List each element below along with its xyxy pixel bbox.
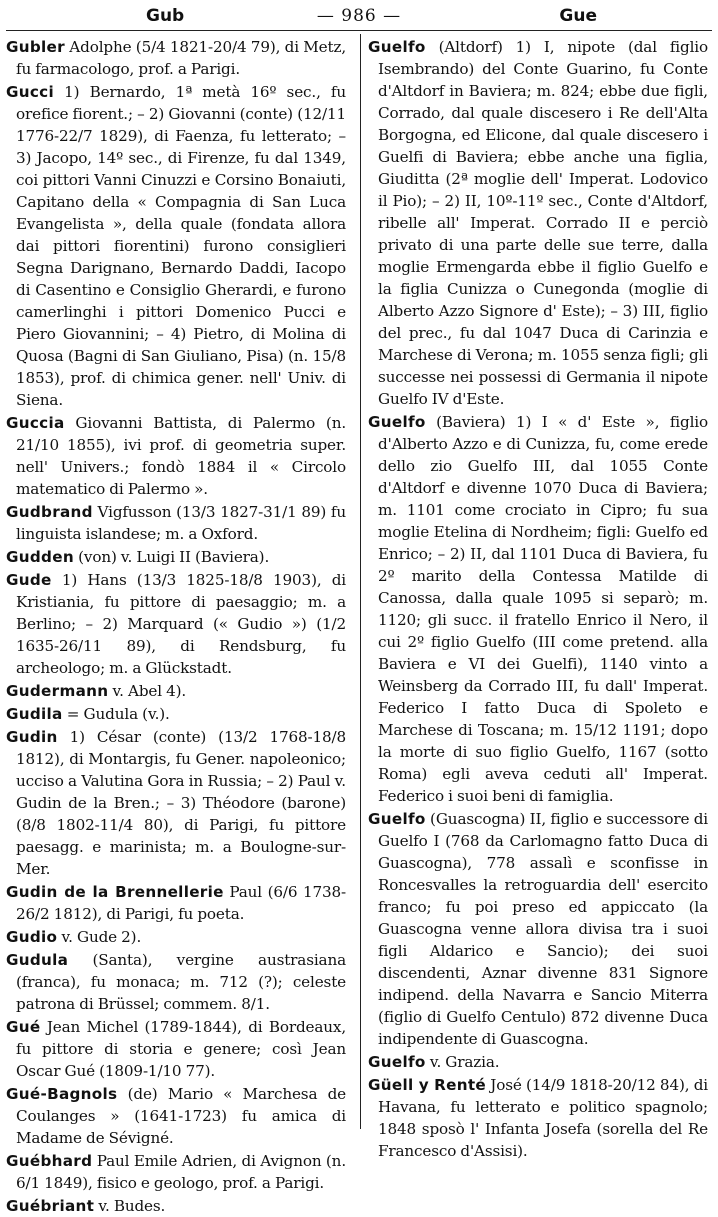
dictionary-entry [6,412,346,500]
entry-headword: Guelfo [368,810,426,828]
entry-text: v. Budes. [94,1197,166,1215]
entry-headword: Gué-Bagnols [6,1085,118,1103]
entry-headword: Guelfo [368,413,426,431]
dictionary-entry [6,926,346,948]
dictionary-entry [6,949,346,1015]
dictionary-entry [6,726,346,880]
entry-text: (Guascogna) II, figlio e successore di Guelfo I (768 da Carlomagno fatto Duca di Guascogna), 778 assalì e sconfisse in Roncesvalles la retroguardia dell' esercito franco; fu poi preso ed appiccato (la Guascogna venne allora divisa tra i suoi figli Aldarico e Sancio); dei suoi discendenti, Aznar divenne 831 Signore indipend. della Navarra e Sancio Miterra (figlio di Guelfo Centulo) 872 divenne Duca indipendente di Guascogna. [378,810,708,1048]
dictionary-entry [368,1051,708,1073]
entry-headword: Gudio [6,928,58,946]
entry-headword: Guelfo [368,38,426,56]
entry-headword: Gudula [6,951,69,969]
entry-text: 1) César (conte) (13/2 1768-18/8 1812), di Montargis, fu Gener. napoleonico; ucciso a Valutina Gora in Russia; – 2) Paul v. Gudin de la Bren.; – 3) Théodore (barone) (8/8 1802-11/4 80), di Parigi, fu pittore paesagg. e marinista; m. a Boulogne-sur-Mer. [16,728,346,878]
page-number: — 986 — [316,6,402,26]
entry-text: v. Gude 2). [57,928,142,946]
entry-text: Vigfusson (13/3 1827-31/1 89) fu linguista islandese; m. a Oxford. [16,503,346,543]
entry-headword: Gudden [6,548,74,566]
left-column [6,36,347,1215]
entry-headword: Gudin [6,728,58,746]
dictionary-entry [6,501,346,545]
dictionary-entry [6,546,346,568]
dictionary-entry [6,1195,346,1217]
entry-text: v. Abel 4). [108,682,187,700]
entry-text: = Gudula (v.). [62,705,170,723]
entry-headword: Gudermann [6,682,109,700]
entry-headword: Gudila [6,705,63,723]
dictionary-entry [368,1074,708,1162]
dictionary-entry [368,36,708,410]
entry-text: José (14/9 1818-20/12 84), di Havana, fu letterato e politico spagnolo; 1848 sposò l' Infanta Josefa (sorella del Re Francesco d'Assisi). [378,1076,708,1160]
entry-text: (Altdorf) 1) I, nipote (dal figlio Isembrando) del Conte Guarino, fu Conte d'Altdorf in Baviera; m. 824; ebbe due figli, Corrado, dal quale discesero i Re dell'Alta Borgogna, ed Elicone, dal quale discesero i Guelfi di Baviera; ebbe anche una figlia, Giuditta (2ª moglie dell' Imperat. Lodovico il Pio); – 2) II, 10º-11º sec., Conte d'Altdorf, ribelle all' Imperat. Corrado II e perciò privato di una parte delle sue terre, dalla moglie Ermengarda ebbe il figlio Guelfo e la figlia Cunizza o Cunegonda (moglie di Alberto Azzo Signore d' Este); – 3) III, figlio del prec., fu dal 1047 Duca di Carinzia e Marchese di Verona; m. 1055 senza figli; gli successe nei possessi di Germania il nipote Guelfo IV d'Este. [378,38,708,408]
header-left-guideword: Gub [146,6,185,26]
entry-text: 1) Hans (13/3 1825-18/8 1903), di Kristiania, fu pittore di paesaggio; m. a Berlino; – 2) Marquard (« Gudio ») (1/2 1635-26/11 89), di Rendsburg, fu archeologo; m. a Glückstadt. [16,571,346,677]
dictionary-entry [6,1016,346,1082]
entry-text: (de) Mario « Marchesa de Coulanges » (1641-1723) fu amica di Madame de Sévigné. [16,1085,346,1147]
header-right-guideword: Gue [559,6,597,26]
entry-text: Paul Emile Adrien, di Avignon (n. 6/1 1849), fisico e geologo, prof. a Parigi. [16,1152,346,1192]
entry-headword: Guébhard [6,1152,93,1170]
entry-text: (Baviera) 1) I « d' Este », figlio d'Alberto Azzo e di Cunizza, fu, come erede dello zio Guelfo III, dal 1055 Conte d'Altdorf e divenne 1070 Duca di Baviera; m. 1101 come crociato in Cipro; fu sua moglie Etelina di Nordheim; figli: Guelfo ed Enrico; – 2) II, dal 1101 Duca di Baviera, fu 2º marito della Contessa Matilde di Canossa, dalla quale 1095 si separò; m. 1120; gli succ. il fratello Enrico il Nero, il cui 2º figlio Guelfo (III come pretend. alla Baviera e VI dei Guelfi), 1140 vinto a Weinsberg da Corrado III, fu dall' Imperat. Federico I fatto Duca di Spoleto e Marchese di Toscana; m. 15/12 1191; dopo la morte di suo figlio Guelfo, 1167 (sotto Roma) egli aveva ceduti all' Imperat. Federico i suoi beni di famiglia. [378,413,708,805]
columns [6,36,712,1215]
dictionary-entry [6,1150,346,1194]
entry-text: Jean Michel (1789-1844), di Bordeaux, fu pittore di storia e genere; così Jean Oscar Gué (1809-1/10 77). [16,1018,346,1080]
dictionary-entry [368,808,708,1050]
dictionary-entry [6,81,346,411]
entry-text: Paul (6/6 1738-26/2 1812), di Parigi, fu poeta. [16,883,347,923]
dictionary-entry [6,569,346,679]
entry-headword: Gubler [6,38,65,56]
page-header [6,4,712,30]
entry-headword: Gué [6,1018,41,1036]
dictionary-entry [6,1083,346,1149]
header-rule [6,30,712,31]
entry-text: Giovanni Battista, di Palermo (n. 21/10 1855), ivi prof. di geometria super. nell' Univers.; fondò 1884 il « Circolo matematico di Palermo ». [16,414,346,498]
dictionary-entry [6,680,346,702]
dictionary-entry [368,411,708,807]
entry-headword: Guelfo [368,1053,426,1071]
entry-text: v. Grazia. [425,1053,500,1071]
entry-text: (Santa), vergine austrasiana (franca), fu monaca; m. 712 (?); celeste patrona di Brüssel; commem. 8/1. [16,951,346,1013]
entry-text: Adolphe (5/4 1821-20/4 79), di Metz, fu farmacologo, prof. a Parigi. [16,38,346,78]
entry-headword: Gudbrand [6,503,93,521]
entry-headword: Gude [6,571,52,589]
dictionary-entry [6,881,346,925]
entry-text: 1) Bernardo, 1ª metà 16º sec., fu orefice fiorent.; – 2) Giovanni (conte) (12/11 1776-22/7 1829), di Faenza, fu letterato; – 3) Jacopo, 14º sec., di Firenze, fu dal 1349, coi pittori Vanni Cinuzzi e Corsino Bonaiuti, Capitano della « Compagnia di San Luca Evangelista », della quale (fondata allora dai pittori fiorentini) furono consiglieri Segna Darignano, Bernardo Daddi, Iacopo di Casentino e Consiglio Gherardi, e furono camerlinghi i pittori Domenico Pucci e Piero Giovannini; – 4) Pietro, di Molina di Quosa (Bagni di San Giuliano, Pisa) (n. 15/8 1853), prof. di chimica gener. nell' Univ. di Siena. [16,83,346,409]
entry-text: (von) v. Luigi II (Baviera). [73,548,270,566]
right-column [368,36,708,1160]
dictionary-entry [6,36,346,80]
entry-headword: Guébriant [6,1197,95,1215]
entry-headword: Guccia [6,414,65,432]
entry-headword: Güell y Renté [368,1076,486,1094]
entry-headword: Gudin de la Brennellerie [6,883,224,901]
dictionary-entry [6,703,346,725]
entry-headword: Gucci [6,83,54,101]
